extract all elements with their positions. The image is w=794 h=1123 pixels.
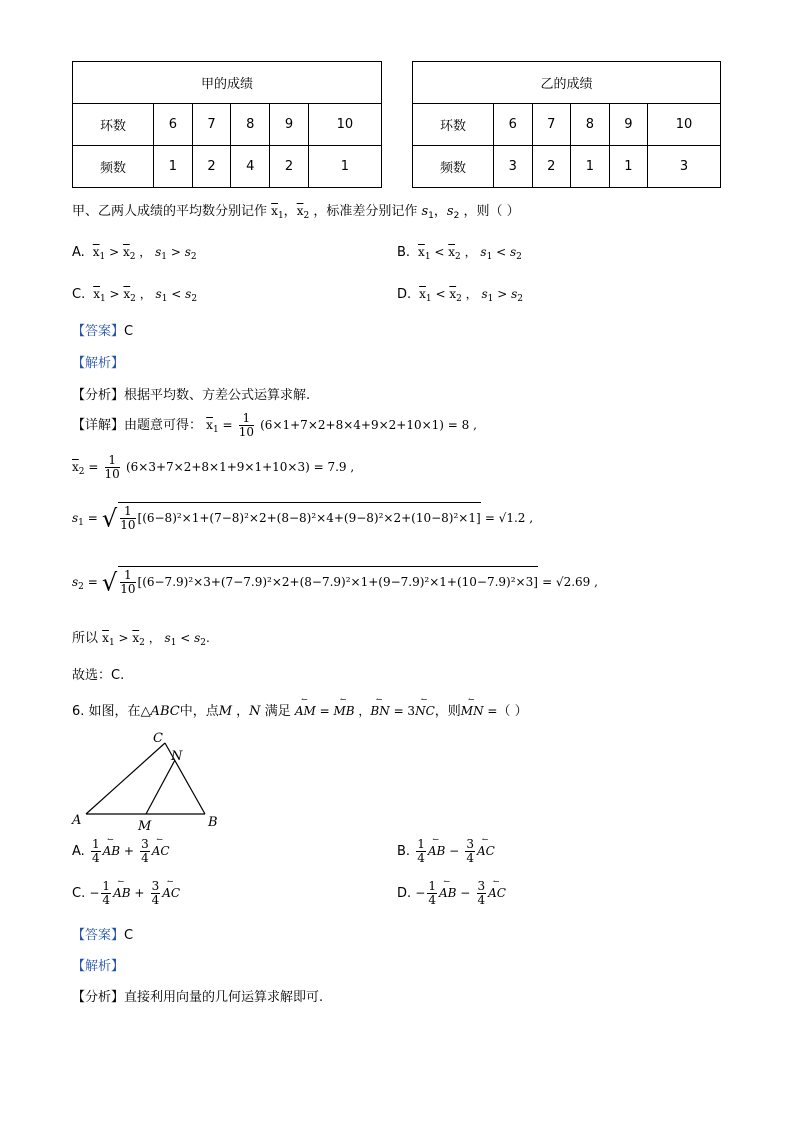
q5-so: 所以 $\overline{x}_1 > \overline{x}_2$ ， $s_1 < s_2$. xyxy=(72,631,210,648)
label-b: B xyxy=(208,815,218,830)
label-n: N xyxy=(171,749,183,764)
answer-label: 【答案】 xyxy=(72,324,125,339)
q5-option-d: D. $\overline{x}_1 < \overline{x}_2$ ， $s_1 > s_2$ xyxy=(397,287,523,304)
equation-1: (6×1+7×2+8×4+9×2+10×1) = 8 , xyxy=(260,418,477,432)
option-label: A. xyxy=(72,245,85,260)
q6-stem: 6. 如图，在△ABC中，点M ，N 满足 ↼ AM = ↼ MB ，↼ BN = 3↼ NC，则↼ MN =（ ） xyxy=(72,700,528,719)
table-jia xyxy=(72,61,382,188)
label-m: M xyxy=(138,819,152,832)
question-number: 6. xyxy=(72,704,85,719)
table-yi xyxy=(412,61,721,188)
fraction: $\frac{1}{10}$ xyxy=(238,411,254,439)
table-cell: 1 xyxy=(308,146,381,188)
q6-option-c: C. − $\frac{1}{4}$ ↼ AB + $\frac{3}{4}$ ↼ AC xyxy=(72,880,180,907)
q5-option-b: B. $\overline{x}_1 < \overline{x}_2$ ， $s_1 < s_2$ xyxy=(397,245,522,262)
table-cell: 2 xyxy=(532,146,571,188)
answer-value: C xyxy=(124,324,134,339)
q5-stem-text-a: 甲、乙两人成绩的平均数分别记作 xyxy=(72,204,268,219)
q5-analysis-label: 【解析】 xyxy=(72,356,125,371)
answer-value: C xyxy=(124,928,134,943)
table-cell: 6 xyxy=(154,104,193,146)
fenxi-text: 直接利用向量的几何运算求解即可. xyxy=(124,990,324,1005)
fraction: $\frac{1}{10}$ xyxy=(120,568,136,596)
option-label: C. xyxy=(72,886,86,901)
fraction: $\frac{1}{10}$ xyxy=(120,504,136,532)
fraction: $\frac{1}{4}$ xyxy=(417,837,425,865)
table-yi-row1-label: 环数 xyxy=(413,104,494,146)
q5-option-c: C. $\overline{x}_1 > \overline{x}_2$ ， $s_1 < s_2$ xyxy=(72,287,198,304)
q5-xiangjie-line2: $\overline{x}_2$ = $\frac{1}{10}$ (6×3+7×2+8×1+9×1+10×3) = 7.9 , xyxy=(72,453,355,481)
table-cell: 7 xyxy=(532,104,571,146)
table-cell: 2 xyxy=(192,146,231,188)
q6-stem-text-3: 满足 xyxy=(264,704,291,719)
q5-option-a: A. $\overline{x}_1 > \overline{x}_2$ ， $s_1 > s_2$ xyxy=(72,245,197,262)
q6-stem-text-5: （ ） xyxy=(497,704,528,719)
fraction: $\frac{1}{4}$ xyxy=(428,879,436,907)
fenxi-text: 根据平均数、方差公式运算求解. xyxy=(124,388,311,403)
q5-fenxi xyxy=(72,384,310,403)
table-cell: 3 xyxy=(494,146,533,188)
equation-4-body: (6−7.9)²×3+(7−7.9)²×2+(8−7.9)²×1+(9−7.9)²×1+(10−7.9)²×3 xyxy=(142,575,534,589)
fraction: $\frac{1}{4}$ xyxy=(91,837,100,865)
triangle-label: △ABC xyxy=(140,704,180,719)
q5-xiangjie-line1: 【详解】由题意可得： $\overline{x}_1$ = $\frac{1}{10}$ (6×1+7×2+8×4+9×2+10×1) = 8 , xyxy=(72,411,477,439)
q6-stem-text-4: ，则 xyxy=(434,704,461,719)
q5-xiangjie-line4: $s_2$ = √ $\frac{1}{10}$ [(6−7.9)²×3+(7−7.9)²×2+(8−7.9)²×1+(9−7.9)²×1+(10−7.9)²×3] = √2.69 , xyxy=(72,568,598,597)
table-cell: 9 xyxy=(270,104,309,146)
fraction: $\frac{3}{4}$ xyxy=(141,837,149,865)
table-cell: 9 xyxy=(609,104,648,146)
fenxi-label: 【分析】 xyxy=(72,388,125,403)
table-cell: 4 xyxy=(231,146,270,188)
table-cell: 1 xyxy=(571,146,610,188)
fraction: $\frac{3}{4}$ xyxy=(466,837,474,865)
xiangjie-intro: 由题意可得： xyxy=(124,418,203,433)
table-cell: 3 xyxy=(648,146,721,188)
q5-stem: 甲、乙两人成绩的平均数分别记作 $\overline{x}_1$，$\overline{x}_2$ ，标准差分别记作 $s_1$，$s_2$ ，则（ ） xyxy=(72,204,520,221)
q6-option-d: D. − $\frac{1}{4}$ ↼ AB − $\frac{3}{4}$ ↼ AC xyxy=(397,880,506,907)
equation-4-result: = √2.69 , xyxy=(542,575,598,589)
equation-2: (6×3+7×2+8×1+9×1+10×3) = 7.9 , xyxy=(125,460,355,474)
table-jia-row1-label: 环数 xyxy=(73,104,154,146)
table-cell: 10 xyxy=(648,104,721,146)
table-cell: 6 xyxy=(494,104,533,146)
q5-stem-text-b: ，标准差分别记作 xyxy=(313,204,418,219)
fenxi-label: 【分析】 xyxy=(72,990,125,1005)
fraction: $\frac{1}{4}$ xyxy=(102,879,111,907)
answer-label: 【答案】 xyxy=(72,928,125,943)
option-label: C. xyxy=(72,287,86,302)
q6-answer xyxy=(72,924,133,943)
q6-option-a: A. $\frac{1}{4}$ ↼ AB + $\frac{3}{4}$ ↼ AC xyxy=(72,838,170,865)
q5-answer xyxy=(72,320,133,339)
triangle-figure xyxy=(70,728,230,832)
table-yi-title: 乙的成绩 xyxy=(413,62,721,104)
xiangjie-label: 【详解】 xyxy=(72,418,125,433)
q5-xiangjie-line3: $s_1$ = √ $\frac{1}{10}$ [(6−8)²×1+(7−8)²×2+(8−8)²×4+(9−8)²×2+(10−8)²×1] = √1.2 , xyxy=(72,504,534,533)
option-label: D. xyxy=(397,287,412,302)
table-jia-row2-label: 频数 xyxy=(73,146,154,188)
table-yi-row2-label: 频数 xyxy=(413,146,494,188)
so-text: 所以 xyxy=(72,631,99,646)
q6-stem-text-2: 中，点 xyxy=(179,704,219,719)
label-c: C xyxy=(153,731,163,746)
q5-stem-text-c: ，则（ ） xyxy=(463,204,520,219)
table-cell: 1 xyxy=(154,146,193,188)
equation-3-body: (6−8)²×1+(7−8)²×2+(8−8)²×4+(9−8)²×2+(10−8)²×1 xyxy=(142,511,476,525)
fraction: $\frac{1}{10}$ xyxy=(104,453,120,481)
label-a: A xyxy=(72,813,82,828)
equation-3-result: = √1.2 , xyxy=(484,511,534,525)
q6-stem-text: 如图，在 xyxy=(88,704,141,719)
fraction: $\frac{3}{4}$ xyxy=(151,879,160,907)
q6-fenxi xyxy=(72,986,323,1005)
table-cell: 10 xyxy=(308,104,381,146)
option-label: A. xyxy=(72,844,85,859)
option-label: B. xyxy=(397,245,411,260)
option-label: D. xyxy=(397,886,412,901)
q6-option-b: B. $\frac{1}{4}$ ↼ AB − $\frac{3}{4}$ ↼ AC xyxy=(397,838,495,865)
table-jia-title: 甲的成绩 xyxy=(73,62,382,104)
q6-analysis-label: 【解析】 xyxy=(72,959,125,974)
table-cell: 8 xyxy=(571,104,610,146)
table-cell: 7 xyxy=(192,104,231,146)
option-label: B. xyxy=(397,844,411,859)
table-cell: 2 xyxy=(270,146,309,188)
q5-conclusion: 故选：C. xyxy=(72,668,125,683)
table-cell: 1 xyxy=(609,146,648,188)
table-cell: 8 xyxy=(231,104,270,146)
fraction: $\frac{3}{4}$ xyxy=(477,879,486,907)
